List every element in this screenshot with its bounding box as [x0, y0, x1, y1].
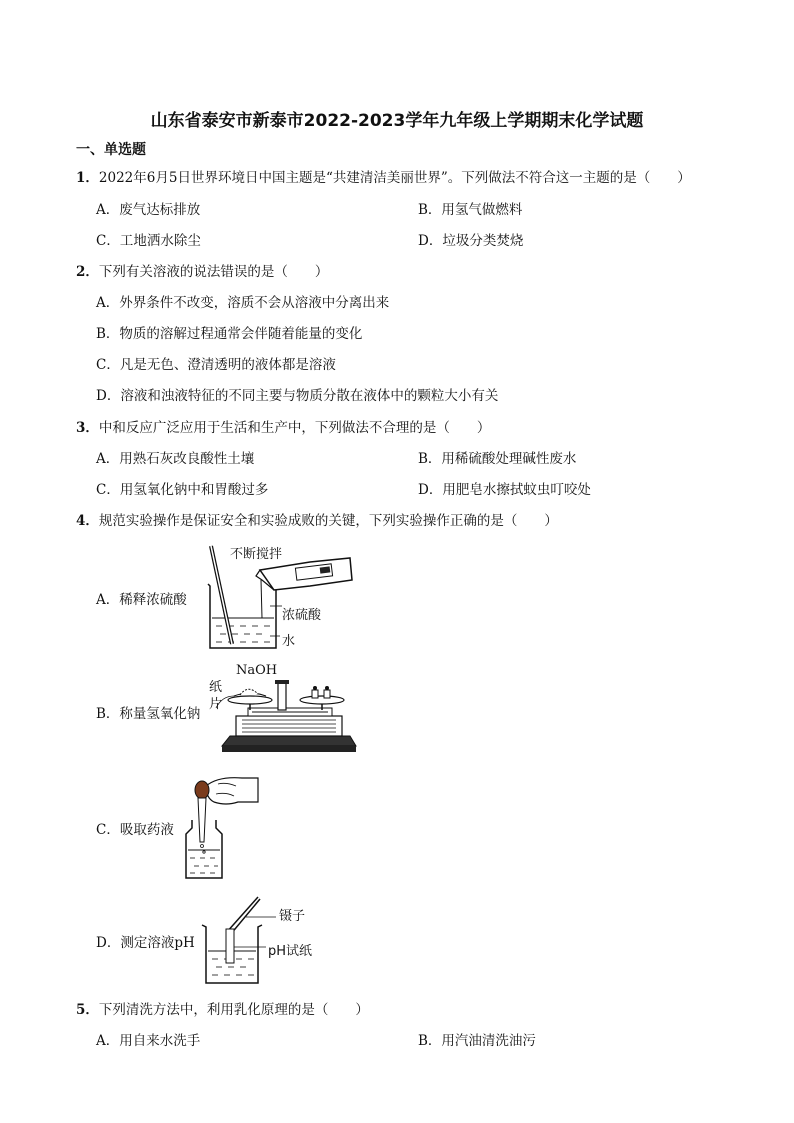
q3-option-b: B．用稀硫酸处理碱性废水 — [418, 451, 577, 467]
q3-option-d: D．用肥皂水擦拭蚊虫叮咬处 — [418, 482, 591, 498]
q1-option-c: C．工地洒水除尘 — [96, 233, 201, 249]
label-tweezers: 镊子 — [279, 909, 306, 924]
label-stir: 不断搅拌 — [230, 547, 283, 562]
q3-option-a: A．用熟石灰改良酸性土壤 — [96, 451, 255, 467]
q4-option-a: A．稀释浓硫酸 — [96, 592, 187, 608]
label-paper-1: 纸 — [209, 680, 223, 695]
question-number: 5． — [76, 1002, 99, 1018]
question-number: 3． — [76, 420, 99, 436]
exam-title: 山东省泰安市新泰市2022-2023学年九年级上学期期末化学试题 — [150, 111, 644, 131]
question-number: 2． — [76, 264, 99, 280]
q2-option-d: D．溶液和浊液特征的不同主要与物质分散在液体中的颗粒大小有关 — [96, 388, 499, 404]
q1-option-a: A．废气达标排放 — [96, 202, 201, 218]
q5-option-a: A．用自来水洗手 — [96, 1033, 201, 1049]
q4-option-d: D．测定溶液pH — [96, 935, 195, 951]
question-number: 4． — [76, 513, 99, 529]
q4-option-b: B．称量氢氧化钠 — [96, 706, 201, 722]
label-naoh: NaOH — [236, 663, 278, 678]
question-number: 1． — [76, 170, 99, 186]
q2-option-a: A．外界条件不改变，溶质不会从溶液中分离出来 — [96, 295, 390, 311]
question-1 — [76, 166, 691, 186]
label-paper-2: 片 — [209, 697, 223, 712]
q1-option-d: D．垃圾分类焚烧 — [418, 233, 524, 249]
label-conc-acid: 浓硫酸 — [282, 608, 322, 623]
section-heading: 一、单选题 — [76, 142, 146, 158]
dropper-figure — [182, 772, 262, 882]
q5-option-b: B．用汽油清洗油污 — [418, 1033, 536, 1049]
q1-option-b: B．用氢气做燃料 — [418, 202, 523, 218]
question-stem: 下列有关溶液的说法错误的是（ ） — [98, 264, 329, 280]
label-ph-paper: pH试纸 — [268, 944, 313, 959]
question-2 — [76, 260, 328, 280]
label-water: 水 — [282, 634, 296, 649]
question-3 — [76, 416, 490, 436]
question-5 — [76, 998, 369, 1018]
q3-option-c: C．用氢氧化钠中和胃酸过多 — [96, 482, 269, 498]
q4-option-c: C．吸取药液 — [96, 822, 174, 838]
question-4 — [76, 509, 558, 529]
question-stem: 中和反应广泛应用于生活和生产中，下列做法不合理的是（ ） — [98, 420, 491, 436]
question-stem: 下列清洗方法中，利用乳化原理的是（ ） — [98, 1002, 369, 1018]
q2-option-b: B．物质的溶解过程通常会伴随着能量的变化 — [96, 326, 363, 342]
question-stem: 2022年6月5日世界环境日中国主题是“共建清洁美丽世界”。下列做法不符合这一主题的是（ ） — [98, 170, 691, 186]
balance-figure — [208, 660, 368, 760]
question-stem: 规范实验操作是保证安全和实验成败的关键，下列实验操作正确的是（ ） — [98, 513, 558, 529]
q2-option-c: C．凡是无色、澄清透明的液体都是溶液 — [96, 357, 336, 373]
